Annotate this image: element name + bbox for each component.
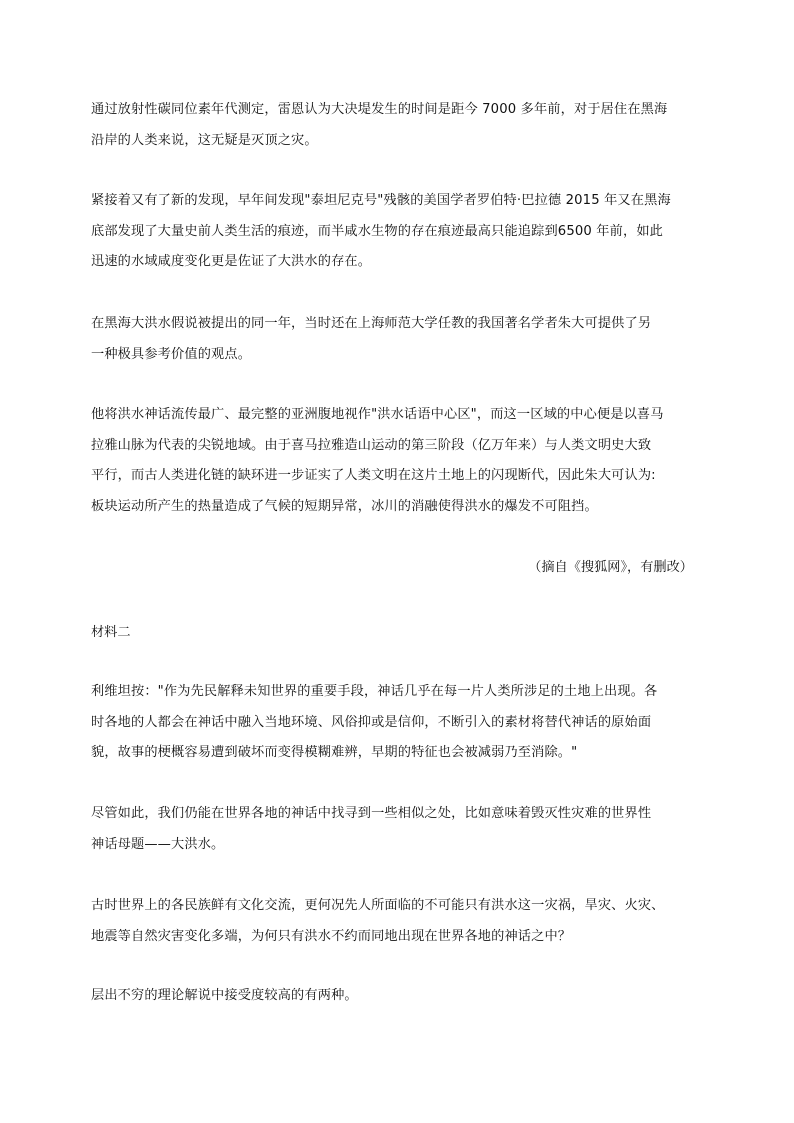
paragraph-flood-motif <box>91 799 703 860</box>
paragraph-ballard-discovery <box>91 186 703 278</box>
paragraph-line: 拉雅山脉为代表的尖锐地域。由于喜马拉雅造山运动的第三阶段（亿万年来）与人类文明史大致 <box>91 437 652 453</box>
paragraph-line: 一种极具参考价值的观点。 <box>91 346 252 362</box>
paragraph-line: 通过放射性碳同位素年代测定，雷恩认为大决堤发生的时间是距今 7000 多年前，对于居住在黑海 <box>91 102 668 117</box>
paragraph-line: 沿岸的人类来说，这无疑是灭顶之灾。 <box>91 132 318 148</box>
paragraph-line: 迅速的水域咸度变化更是佐证了大洪水的存在。 <box>91 254 372 269</box>
paragraph-line: 底部发现了大量史前人类生活的痕迹，而半咸水生物的存在痕迹最高只能追踪到6500 年前，如此 <box>91 223 663 239</box>
section-heading: 材料二 <box>91 625 131 640</box>
paragraph-line: 在黑海大洪水假说被提出的同一年，当时还在上海师范大学任教的我国著名学者朱大可提供了另 <box>91 316 652 331</box>
paragraph-radiocarbon-dating <box>91 95 703 156</box>
paragraph-flood-discourse-center <box>91 400 703 522</box>
paragraph-line: 利维坦按："作为先民解释未知世界的重要手段，神话几乎在每一片人类所涉足的土地上出现。各 <box>91 684 658 699</box>
source-citation: （摘自《搜狐网》，有删改） <box>528 560 693 575</box>
paragraph-line: 时各地的人都会在神话中融入当地环境、风俗抑或是信仰，不断引入的素材将替代神话的原始面 <box>91 714 652 730</box>
paragraph-line: 板块运动所产生的热量造成了气候的短期异常，冰川的消融使得洪水的爆发不可阻挡。 <box>91 498 598 514</box>
paragraph-line: 他将洪水神话流传最广、最完整的亚洲腹地视作"洪水话语中心区"，而这一区域的中心便是以喜马 <box>91 407 664 422</box>
paragraph-why-flood <box>91 891 703 952</box>
paragraph-line: 层出不穷的理论解说中接受度较高的有两种。 <box>91 988 358 1003</box>
paragraph-line: 古时世界上的各民族鲜有文化交流，更何况先人所面临的不可能只有洪水这一灾祸，旱灾、火灾、 <box>91 898 665 913</box>
paragraph-zhu-daqi-view <box>91 309 703 370</box>
paragraph-line: 紧接着又有了新的发现，早年间发现"泰坦尼克号"残骸的美国学者罗伯特·巴拉德 2015 年又在黑海 <box>91 193 671 208</box>
paragraph-line: 神话母题——大洪水。 <box>91 836 225 852</box>
paragraph-line: 貌，故事的梗概容易遭到破坏而变得模糊难辨，早期的特征也会被减弱乃至消除。" <box>91 745 578 760</box>
paragraph-line: 尽管如此，我们仍能在世界各地的神话中找寻到一些相似之处，比如意味着毁灭性灾难的世界性 <box>91 806 652 821</box>
paragraph-line: 平行，而古人类进化链的缺环进一步证实了人类文明在这片土地上的闪现断代，因此朱大可认为: <box>91 468 656 483</box>
paragraph-leviathan-quote <box>91 677 703 769</box>
paragraph-two-theories <box>91 981 703 1012</box>
paragraph-line: 地震等自然灾害变化多端，为何只有洪水不约而同地出现在世界各地的神话之中？ <box>91 928 572 944</box>
